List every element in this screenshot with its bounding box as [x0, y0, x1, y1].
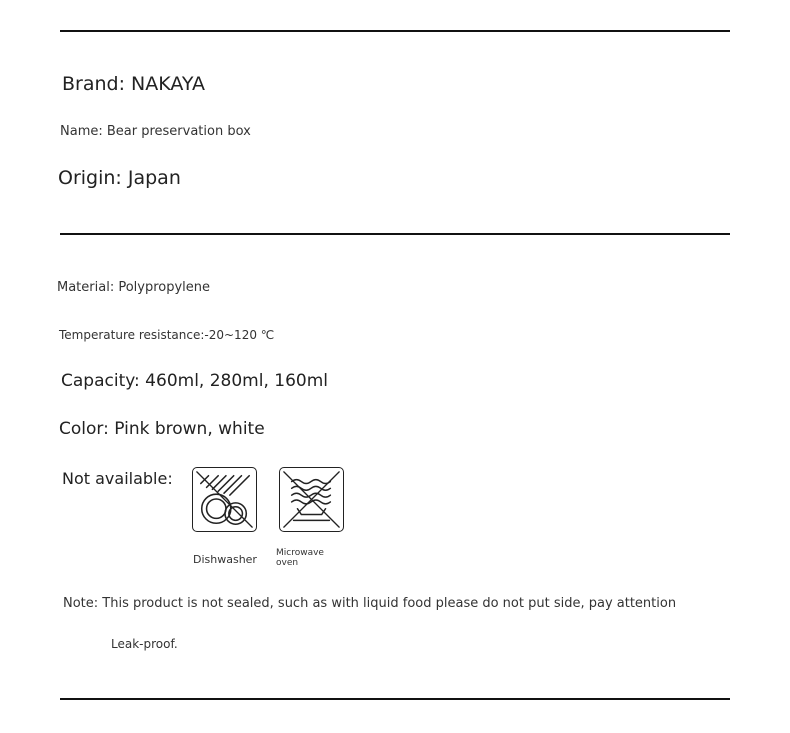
origin-line: Origin: Japan — [58, 167, 181, 189]
color-line: Color: Pink brown, white — [59, 419, 265, 439]
not-available-label: Not available: — [62, 469, 173, 488]
dishwasher-icon-graphic — [193, 468, 256, 531]
microwave-icon-graphic — [280, 468, 343, 531]
microwave-icon — [279, 467, 344, 532]
name-line: Name: Bear preservation box — [60, 124, 251, 139]
material-line: Material: Polypropylene — [57, 280, 211, 295]
divider-middle — [60, 233, 730, 235]
brand-line: Brand: NAKAYA — [62, 73, 206, 95]
dishwasher-icon — [192, 467, 257, 532]
microwave-label-line2: oven — [276, 558, 299, 568]
temperature-line: Temperature resistance:-20~120 ℃ — [59, 328, 275, 342]
note-line-2: Leak-proof. — [111, 637, 178, 651]
note-line-1: Note: This product is not sealed, such as with liquid food please do not put side, pay attention — [63, 596, 677, 611]
divider-bottom — [60, 698, 730, 700]
divider-top — [60, 30, 730, 32]
dishwasher-label: Dishwasher — [193, 553, 257, 566]
microwave-label-line1: Microwave — [276, 548, 324, 558]
capacity-line: Capacity: 460ml, 280ml, 160ml — [61, 371, 328, 391]
